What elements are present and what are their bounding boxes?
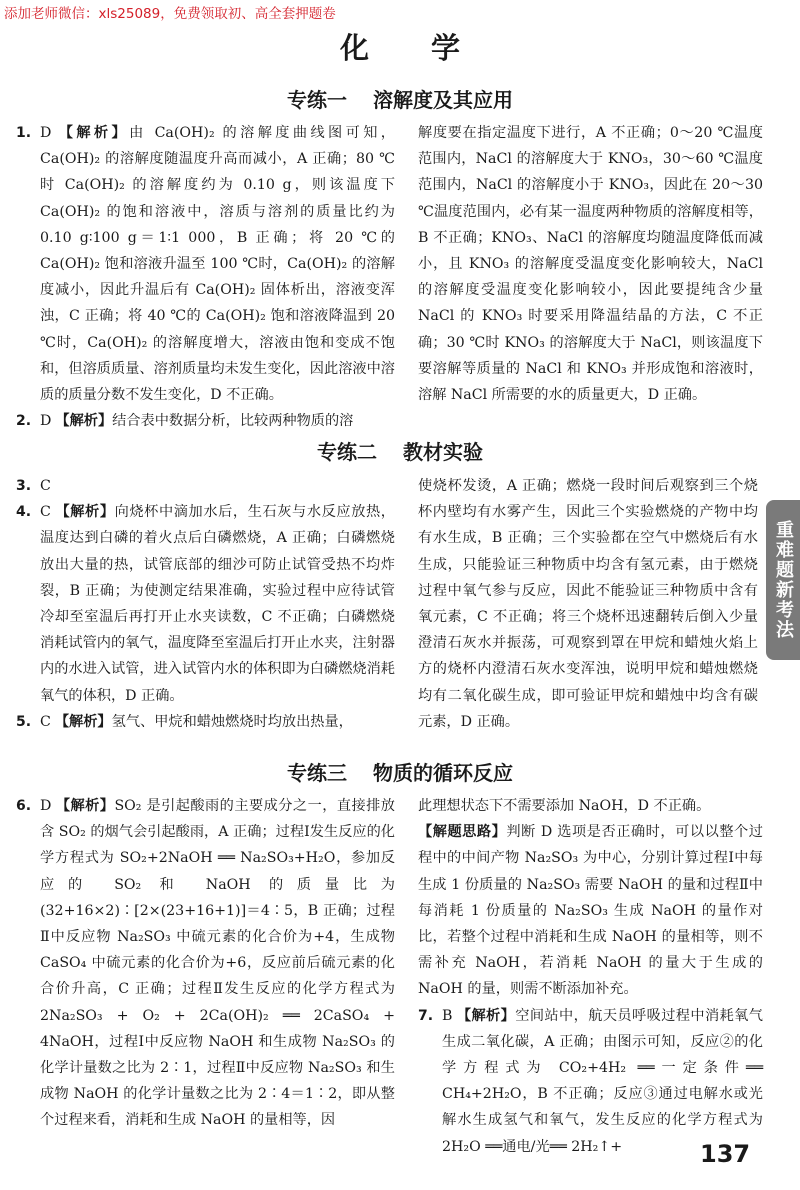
section-number: 专练二 bbox=[317, 440, 377, 464]
question-2 bbox=[16, 408, 395, 434]
analysis-tag: 【解析】 bbox=[55, 798, 115, 814]
section2-left-column bbox=[16, 473, 395, 735]
question-number: 3. bbox=[16, 478, 32, 494]
question-number: 4. bbox=[16, 504, 32, 521]
solution-idea-text: 判断 D 选项是否正确时，可以以整个过程中的中间产物 Na₂SO₃ 为中心，分别计算过程Ⅰ中每生成 1 份质量的 Na₂SO₃ 需要 NaOH 的量和过程Ⅱ中每消耗 1 份质量的 Na₂SO₃ 生成 NaOH 的量作对比，若整个过程中消耗和生成 NaOH 的量相等，则不需补充 NaOH，若消耗 NaOH 的量大于生成的 NaOH 的量，则需不断添加补充。 bbox=[418, 824, 763, 998]
answer-letter: C bbox=[40, 478, 51, 494]
question-4 bbox=[16, 499, 395, 709]
page-number: 137 bbox=[700, 1140, 751, 1168]
section3-left-column bbox=[16, 793, 395, 1134]
section2-right-column bbox=[418, 473, 758, 735]
analysis-tag: 【解析】 bbox=[54, 504, 115, 521]
answer-letter: D bbox=[40, 798, 52, 814]
section-number: 专练一 bbox=[287, 88, 347, 112]
section1-right-column bbox=[418, 120, 763, 408]
question-5 bbox=[16, 709, 395, 735]
question-6 bbox=[16, 793, 395, 1134]
answer-letter: B bbox=[442, 1007, 453, 1024]
question-7 bbox=[418, 1003, 763, 1160]
analysis-text: 结合表中数据分析，比较两种物质的溶 bbox=[112, 413, 354, 430]
answer-letter: D bbox=[40, 125, 52, 141]
chapter-side-tab: 重难题新考法 bbox=[766, 500, 800, 660]
section3-right-column bbox=[418, 793, 763, 1160]
analysis-text: 由 Ca(OH)₂ 的溶解度曲线图可知，Ca(OH)₂ 的溶解度随温度升高而减小，A 正确；80 ℃时 Ca(OH)₂ 的溶解度约为 0.10 g，则该温度下 Ca(OH)₂ 的饱和溶液中，溶质与溶剂的质量比约为 0.10 g∶100 g＝1∶1 000，B 正确；将 20 ℃的 Ca(OH)₂ 饱和溶液升温至 100 ℃时，Ca(OH)₂ 的溶解度减小，因此升温后有 Ca(OH)₂ 固体析出，溶液变浑浊，C 正确；将 40 ℃的 Ca(OH)₂ 饱和溶液降温到 20 ℃时，Ca(OH)₂ 的溶解度增大，溶液由饱和变成不饱和，但溶质质量、溶剂质量均未发生变化，因此溶液中溶质的质量分数不发生变化，D 不正确。 bbox=[40, 125, 395, 404]
analysis-tag: 【解析】 bbox=[55, 125, 130, 141]
analysis-text-continued: 解度要在指定温度下进行，A 不正确；0～20 ℃温度范围内，NaCl 的溶解度大于 KNO₃，30～60 ℃温度范围内，NaCl 的溶解度小于 KNO₃，因此在 20～30 ℃温度范围内，必有某一温度两种物质的溶解度相等，B 不正确；KNO₃、NaCl 的溶解度均随温度降低而减小，且 KNO₃ 的溶解度受温度变化影响较大，NaCl 的溶解度受温度变化影响较小，因此要提纯含少量 NaCl 的 KNO₃ 时要采用降温结晶的方法，C 不正确；30 ℃时 KNO₃ 的溶解度大于 NaCl，则该温度下要溶解等质量的 NaCl 和 KNO₃ 并形成饱和溶液时，溶解 NaCl 所需要的水的质量更大，D 正确。 bbox=[418, 125, 763, 404]
question-number: 5. bbox=[16, 713, 32, 730]
answer-letter: C bbox=[40, 713, 51, 730]
section-title-3 bbox=[0, 757, 800, 786]
page-title: 化 学 bbox=[339, 31, 487, 65]
analysis-text-continued: 此理想状态下不需要添加 NaOH，D 不正确。 bbox=[418, 798, 711, 814]
section-name: 教材实验 bbox=[403, 440, 483, 464]
question-number: 2. bbox=[16, 413, 32, 430]
watermark-text: 添加老师微信：xls25089，免费领取初、高全套押题卷 bbox=[4, 6, 336, 22]
question-number: 7. bbox=[418, 1007, 434, 1024]
solution-idea-tag: 【解题思路】 bbox=[418, 824, 507, 841]
solution-idea bbox=[418, 819, 763, 1002]
section-title-2 bbox=[0, 436, 800, 465]
question-number: 1. bbox=[16, 125, 32, 141]
analysis-text: 空间站中，航天员呼吸过程中消耗氧气生成二氧化碳，A 正确；由图示可知，反应②的化学方程式为 CO₂+4H₂ ══一定条件══ CH₄+2H₂O，B 不正确；反应③通过电解水或光解水生成氢气和氧气，发生反应的化学方程式为 2H₂O ══通电/光══ 2H₂↑+ bbox=[442, 1007, 763, 1155]
section-name: 溶解度及其应用 bbox=[373, 88, 513, 112]
analysis-text-continued: 使烧杯发烫，A 正确；燃烧一段时间后观察到三个烧杯内壁均有水雾产生，因此三个实验燃烧的产物中均有水生成，B 正确；三个实验都在空气中燃烧后有水生成，只能验证三种物质中均含有氢元素，由于燃烧过程中氧气参与反应，因此不能验证三种物质中含有氧元素，C 不正确；将三个烧杯迅速翻转后倒入少量澄清石灰水并振荡，可观察到罩在甲烷和蜡烛火焰上方的烧杯内澄清石灰水变浑浊，说明甲烷和蜡烛燃烧均有二氧化碳生成，即可验证甲烷和蜡烛中均含有碳元素，D 正确。 bbox=[418, 478, 758, 730]
analysis-tag: 【解析】 bbox=[54, 713, 112, 730]
question-1 bbox=[16, 120, 395, 408]
question-3 bbox=[16, 473, 395, 499]
section-name: 物质的循环反应 bbox=[373, 761, 513, 785]
analysis-text: SO₂ 是引起酸雨的主要成分之一，直接排放含 SO₂ 的烟气会引起酸雨，A 正确；过程Ⅰ发生反应的化学方程式为 SO₂+2NaOH ══ Na₂SO₃+H₂O，参加反应的 SO₂ 和 NaOH 的质量比为(32+16×2)∶[2×(23+16+1)]＝4∶5，B 正确；过程Ⅱ中反应物 Na₂SO₃ 中硫元素的化合价为+4，生成物 CaSO₄ 中硫元素的化合价为+6，反应前后硫元素的化合价升高，C 正确；过程Ⅱ发生反应的化学方程式为 2Na₂SO₃ + O₂ + 2Ca(OH)₂ ══ 2CaSO₄ + 4NaOH，过程Ⅰ中反应物 NaOH 和生成物 Na₂SO₃ 的化学计量数之比为 2∶1，过程Ⅱ中反应物 Na₂SO₃ 和生成物 NaOH 的化学计量数之比为 2∶4＝1∶2，即从整个过程来看，消耗和生成 NaOH 的量相等，因 bbox=[40, 798, 395, 1129]
section1-left-column bbox=[16, 120, 395, 434]
analysis-text: 向烧杯中滴加水后，生石灰与水反应放热，温度达到白磷的着火点后白磷燃烧，A 正确；白磷燃烧放出大量的热，试管底部的细沙可防止试管受热不均炸裂，B 正确；为使测定结果准确，实验过程中应待试管冷却至室温后再打开止水夹读数，C 不正确；白磷燃烧消耗试管内的氧气，温度降至室温后打开止水夹，注射器内的水进入试管，进入试管内水的体积即为白磷燃烧消耗氧气的体积，D 正确。 bbox=[40, 504, 395, 704]
answer-letter: C bbox=[40, 504, 51, 521]
question-number: 6. bbox=[16, 798, 32, 814]
analysis-tag: 【解析】 bbox=[456, 1007, 516, 1024]
analysis-text: 氢气、甲烷和蜡烛燃烧时均放出热量， bbox=[111, 713, 353, 730]
section-number: 专练三 bbox=[287, 761, 347, 785]
section-title-1 bbox=[0, 84, 800, 113]
analysis-tag: 【解析】 bbox=[55, 413, 113, 430]
answer-letter: D bbox=[40, 413, 52, 430]
